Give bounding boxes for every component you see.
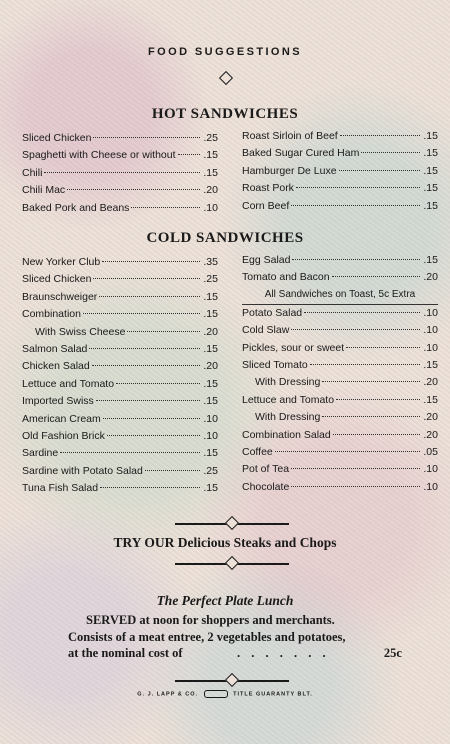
menu-item-price: .15 [423, 164, 438, 177]
menu-item-price: .15 [423, 182, 438, 195]
dot-leader [322, 416, 420, 417]
menu-item-price: .25 [203, 132, 218, 144]
menu-item [242, 394, 438, 411]
menu-item [242, 147, 438, 164]
menu-item-price: .20 [423, 376, 438, 389]
plate-lunch-dots: . . . . . . . [236, 646, 330, 660]
menu-item-name: Tomato and Bacon [242, 271, 330, 284]
menu-item-price: .10 [423, 324, 438, 337]
dot-leader [346, 347, 420, 348]
dot-leader [310, 364, 420, 365]
dot-leader [178, 154, 200, 155]
menu-item-price: .15 [423, 358, 438, 371]
menu-item-price: .25 [203, 464, 218, 477]
menu-item-price: .05 [423, 445, 438, 458]
menu-item [242, 446, 438, 463]
menu-item [22, 167, 218, 184]
menu-item-price: .10 [203, 429, 218, 442]
menu-item [242, 481, 438, 498]
menu-item-price: .10 [203, 201, 218, 214]
cold-sandwiches-heading: COLD SANDWICHES [146, 230, 304, 246]
diamond-ornament-icon [225, 556, 239, 570]
menu-item-name: American Cream [22, 412, 101, 425]
menu-item-name: Combination [22, 308, 81, 321]
menu-item [22, 149, 218, 166]
menu-item-name: With Dressing [255, 411, 321, 424]
dot-leader [60, 452, 200, 453]
printer-building: TITLE GUARANTY BLT. [233, 691, 313, 698]
dot-leader [291, 329, 420, 330]
dot-leader [99, 296, 200, 297]
dot-leader [292, 259, 420, 260]
dot-leader [92, 365, 200, 366]
menu-item [22, 395, 218, 412]
plate-lunch-line-3 [68, 646, 402, 661]
menu-note: All Sandwiches on Toast, 5c Extra [242, 289, 438, 305]
menu-item [242, 359, 438, 376]
menu-item-price: .10 [423, 463, 438, 476]
menu-item-name: Spaghetti with Cheese or without [22, 149, 176, 162]
dot-leader [291, 468, 420, 469]
diamond-ornament-icon [225, 516, 239, 530]
menu-item-name: Sliced Tomato [242, 358, 308, 371]
menu-item [22, 326, 218, 343]
dot-leader [89, 348, 200, 349]
menu-item-name: Chicken Salad [22, 360, 90, 373]
dot-leader [100, 487, 200, 488]
hot-sandwiches-left-column [22, 132, 218, 219]
steaks-chops-banner: TRY OUR Delicious Steaks and Chops [113, 535, 337, 550]
dot-leader [336, 399, 420, 400]
plate-lunch-cost-label: at the nominal cost of [68, 646, 183, 660]
menu-item-name: Baked Pork and Beans [22, 201, 130, 214]
menu-item-name: Braunschweiger [22, 290, 98, 303]
menu-item-price: .15 [203, 377, 218, 390]
menu-item-name: Hamburger De Luxe [242, 164, 337, 177]
menu-item-price: .15 [203, 342, 218, 355]
menu-item [242, 254, 438, 271]
plate-lunch-line-1: SERVED at noon for shoppers and merchants. [86, 613, 335, 627]
printer-credit [0, 690, 450, 698]
menu-item-price: .15 [203, 447, 218, 460]
menu-item [22, 465, 218, 482]
menu-item-price: .20 [203, 325, 218, 338]
menu-item-name: Lettuce and Tomato [242, 393, 335, 406]
menu-item-name: Sliced Chicken [22, 273, 92, 286]
menu-item [242, 200, 438, 217]
menu-item [242, 324, 438, 341]
menu-item-price: .15 [203, 290, 218, 303]
menu-item [242, 376, 438, 393]
printer-logo-icon [204, 690, 228, 698]
menu-item-name: Cold Slaw [242, 324, 290, 337]
menu-item-name: With Swiss Cheese [35, 325, 126, 338]
menu-item-price: .10 [423, 306, 438, 319]
menu-item-name: Sardine with Potato Salad [22, 464, 143, 477]
menu-item [242, 182, 438, 199]
dot-leader [275, 451, 420, 452]
menu-item [22, 413, 218, 430]
menu-item-name: Sardine [22, 447, 59, 460]
plate-lunch-price: 25c [383, 646, 402, 660]
dot-leader [116, 383, 200, 384]
menu-title: FOOD SUGGESTIONS [148, 46, 302, 58]
menu-item-price: .15 [423, 393, 438, 406]
menu-item-price: .15 [423, 254, 438, 266]
menu-item-price: .20 [203, 184, 218, 197]
dot-leader [83, 313, 200, 314]
menu-item-name: Salmon Salad [22, 342, 88, 355]
diamond-ornament-icon [219, 71, 233, 85]
menu-item [242, 165, 438, 182]
menu-item-name: Chili [22, 166, 43, 179]
menu-item-price: .25 [203, 273, 218, 286]
menu-item [242, 463, 438, 480]
dot-leader [332, 276, 420, 277]
dot-leader [127, 331, 200, 332]
menu-item [22, 447, 218, 464]
dot-leader [107, 435, 200, 436]
menu-item [22, 273, 218, 290]
menu-item-name: Roast Pork [242, 182, 294, 195]
menu-item-price: .15 [203, 482, 218, 495]
menu-item-price: .10 [423, 480, 438, 493]
dot-leader [145, 470, 200, 471]
menu-item-name: Egg Salad [242, 254, 291, 266]
menu-item-price: .15 [423, 199, 438, 212]
dot-leader [93, 278, 200, 279]
menu-item-name: Chili Mac [22, 184, 66, 197]
menu-item-name: Sliced Chicken [22, 132, 92, 144]
menu-item-price: .15 [203, 308, 218, 321]
dot-leader [131, 207, 200, 208]
menu-item-price: .10 [203, 412, 218, 425]
menu-item [242, 130, 438, 147]
dot-leader [304, 312, 420, 313]
printer-name: G. J. LAPP & CO. [137, 691, 199, 698]
menu-item [242, 429, 438, 446]
menu-item [22, 291, 218, 308]
dot-leader [67, 189, 200, 190]
menu-item-name: Pickles, sour or sweet [242, 341, 345, 354]
cold-sandwiches-left-column [22, 256, 218, 499]
menu-item [22, 343, 218, 360]
menu-item-name: Potato Salad [242, 306, 303, 319]
dot-leader [291, 486, 420, 487]
menu-item-price: .35 [203, 256, 218, 268]
plate-lunch-title: The Perfect Plate Lunch [156, 593, 294, 608]
menu-item [22, 360, 218, 377]
dot-leader [291, 205, 420, 206]
menu-item-name: Chocolate [242, 480, 290, 493]
menu-item-name: Tuna Fish Salad [22, 482, 99, 495]
menu-item-name: Imported Swiss [22, 395, 94, 408]
menu-item-price: .15 [203, 149, 218, 162]
menu-item [22, 132, 218, 149]
menu-item [22, 184, 218, 201]
menu-item [242, 342, 438, 359]
menu-item [22, 430, 218, 447]
menu-item-price: .15 [203, 395, 218, 408]
menu-item-price: .20 [203, 360, 218, 373]
menu-item-price: .15 [423, 130, 438, 142]
menu-item-name: New Yorker Club [22, 256, 101, 268]
dot-leader [333, 434, 420, 435]
menu-item-price: .20 [423, 271, 438, 284]
dot-leader [322, 381, 420, 382]
menu-item [242, 411, 438, 428]
dot-leader [296, 187, 420, 188]
menu-item-name: Combination Salad [242, 428, 331, 441]
menu-item [22, 482, 218, 499]
menu-item-price: .20 [423, 428, 438, 441]
dot-leader [339, 170, 420, 171]
menu-item [22, 256, 218, 273]
dot-leader [340, 135, 420, 136]
menu-item-price: .10 [423, 341, 438, 354]
menu-item-price: .15 [423, 147, 438, 160]
menu-item-name: Old Fashion Brick [22, 429, 105, 442]
menu-item-name: Lettuce and Tomato [22, 377, 115, 390]
dot-leader [93, 137, 200, 138]
menu-item [242, 307, 438, 324]
hot-sandwiches-heading: HOT SANDWICHES [151, 106, 299, 122]
hot-sandwiches-right-column [242, 130, 438, 217]
menu-item-name: Corn Beef [242, 199, 290, 212]
dot-leader [103, 418, 200, 419]
menu-item-name: With Dressing [255, 376, 321, 389]
menu-item-price: .15 [203, 166, 218, 179]
menu-item [22, 378, 218, 395]
plate-lunch-line-2: Consists of a meat entree, 2 vegetables and potatoes, [68, 630, 346, 644]
cold-sandwiches-right-column [242, 254, 438, 498]
diamond-ornament-icon [225, 673, 239, 687]
menu-item [242, 271, 438, 288]
dot-leader [361, 152, 420, 153]
menu-item [22, 202, 218, 219]
menu-item-name: Coffee [242, 445, 273, 458]
dot-leader [44, 172, 200, 173]
menu-item-price: .20 [423, 411, 438, 424]
menu-item-name: Pot of Tea [242, 463, 290, 476]
menu-item [22, 308, 218, 325]
dot-leader [102, 261, 200, 262]
dot-leader [96, 400, 200, 401]
menu-item-name: Baked Sugar Cured Ham [242, 147, 360, 160]
menu-item-name: Roast Sirloin of Beef [242, 130, 338, 142]
